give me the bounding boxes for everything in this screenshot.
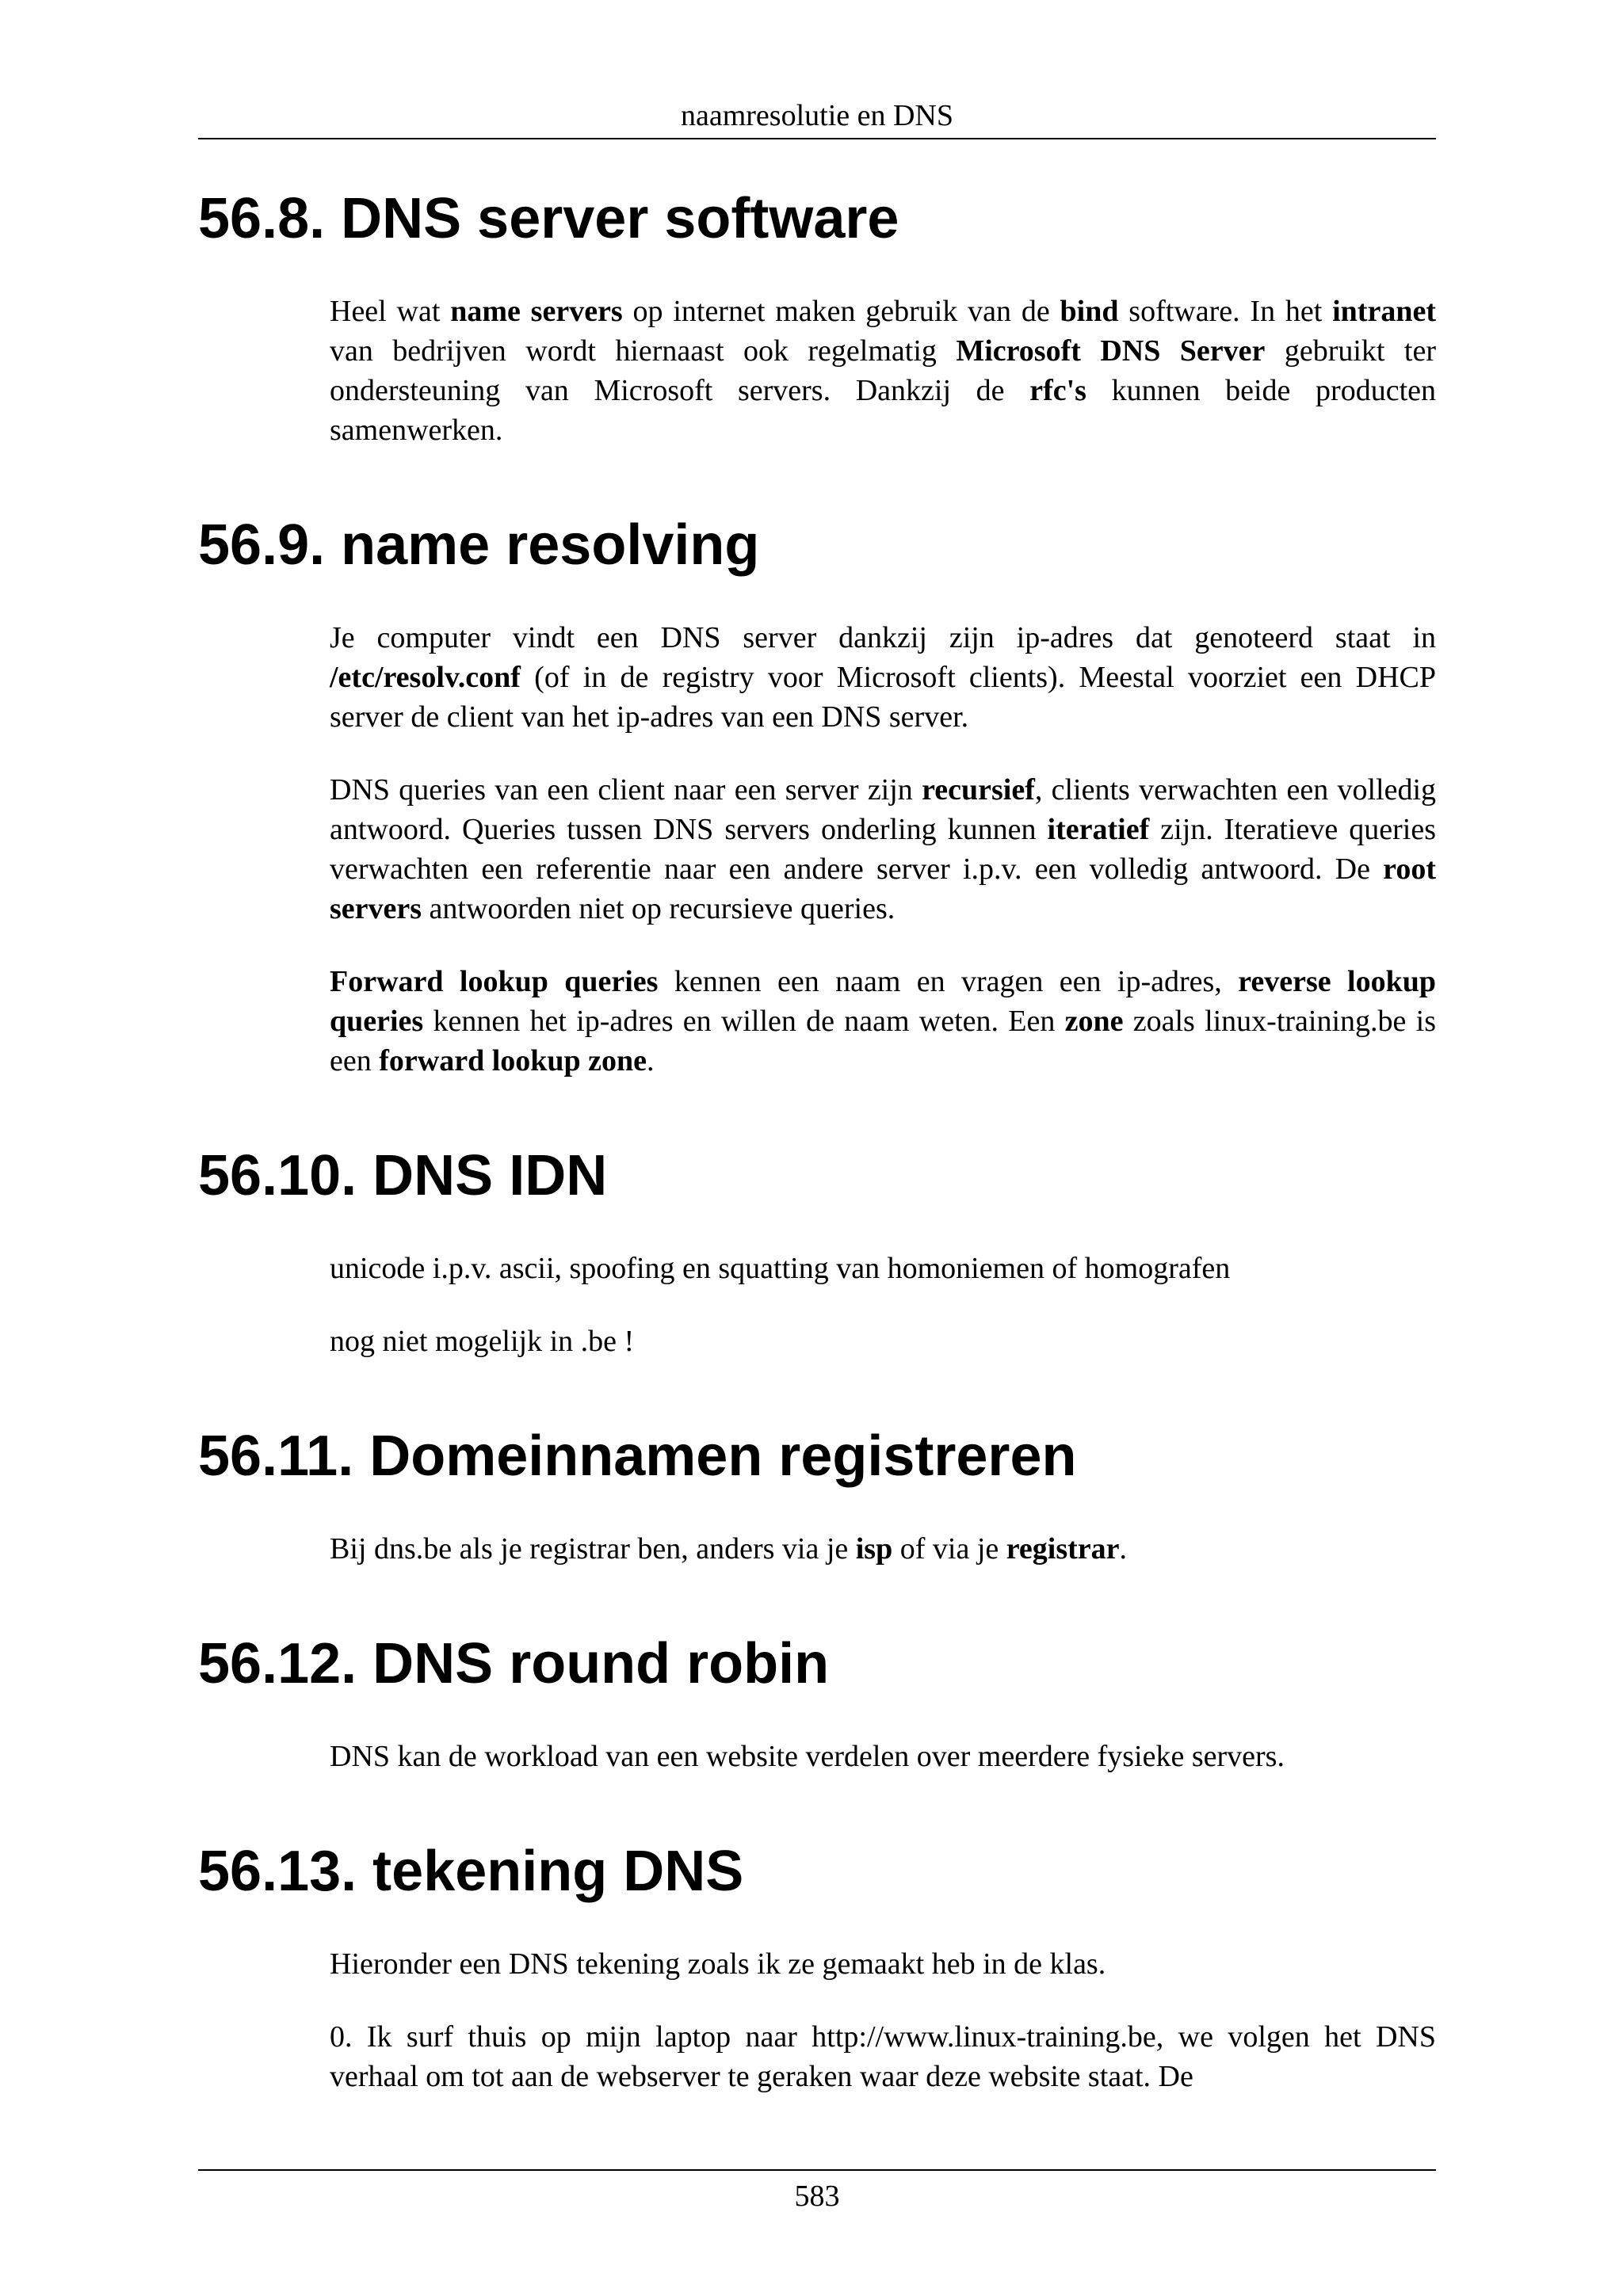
bold-term: forward lookup zone [379, 1044, 647, 1077]
bold-term: Microsoft DNS Server [956, 334, 1266, 368]
text-run: Heel wat [330, 295, 451, 328]
text-run: zoals linux-training.be is een [330, 1005, 1436, 1077]
text-run: zijn. Iteratieve queries verwachten een referentie naar een andere server i.p.v. een volledig antwoord. De [330, 813, 1436, 886]
paragraph [330, 962, 1436, 1081]
text-run: DNS queries van een client naar een server zijn [330, 773, 922, 807]
text-run: antwoorden niet op recursieve queries. [422, 892, 896, 925]
bold-term: reverse lookup queries [330, 965, 1436, 1038]
paragraph: Hieronder een DNS tekening zoals ik ze gemaakt heb in de klas. [330, 1947, 1106, 1981]
page-content [198, 184, 1436, 2157]
text-run: Bij dns.be als je registrar ben, anders via je [330, 1532, 856, 1566]
text-run: software. In het [1118, 295, 1333, 328]
text-run: gebruikt ter ondersteuning van Microsoft servers. Dankzij de [330, 334, 1437, 407]
running-header [198, 93, 1436, 139]
bold-term: bind [1060, 295, 1119, 328]
section-heading: 56.11. Domeinnamen registreren [198, 1425, 1077, 1488]
page-footer [198, 2169, 1436, 2218]
section-name-resolving [198, 510, 1436, 1081]
section-tekening-dns [198, 1836, 1436, 2096]
bold-term: /etc/resolv.conf [330, 661, 521, 694]
section-body [330, 1737, 1436, 1776]
section-body [330, 618, 1436, 1081]
section-heading: 56.8. DNS server software [198, 187, 899, 250]
section-heading: 56.10. DNS IDN [198, 1144, 608, 1207]
bold-term: rfc's [1029, 374, 1086, 407]
bold-term: zone [1064, 1005, 1124, 1038]
text-run: . [1119, 1532, 1128, 1566]
text-run: kunnen beide producten samenwerken. [330, 374, 1436, 447]
paragraph [330, 1529, 1436, 1569]
section-dns-round-robin [198, 1629, 1436, 1776]
paragraph: unicode i.p.v. ascii, spoofing en squatting van homoniemen of homografen [330, 1252, 1231, 1285]
text-run: , clients verwachten een volledig antwoord. Queries tussen DNS servers onderling kunnen [330, 773, 1437, 846]
section-dns-server-software [198, 184, 1436, 450]
page-number: 583 [794, 2180, 840, 2213]
bold-term: recursief [922, 773, 1035, 807]
text-run: kennen een naam en vragen een ip-adres, [658, 965, 1239, 998]
paragraph [330, 292, 1436, 450]
paragraph: nog niet mogelijk in .be ! [330, 1325, 635, 1358]
section-heading: 56.9. name resolving [198, 513, 760, 577]
paragraph: DNS kan de workload van een website verdelen over meerdere fysieke servers. [330, 1740, 1285, 1773]
bold-term: isp [855, 1532, 893, 1566]
section-domeinnamen-registreren [198, 1421, 1436, 1569]
paragraph [330, 618, 1436, 737]
bold-term: iteratief [1047, 813, 1150, 846]
section-body [330, 292, 1436, 450]
section-dns-idn [198, 1141, 1436, 1361]
text-run: (of in de registry voor Microsoft clients). Meestal voorziet een DHCP server de client van het ip-adres van een DNS server. [330, 661, 1436, 734]
paragraph [330, 770, 1436, 929]
section-body [330, 1249, 1436, 1361]
bold-term: name servers [450, 295, 623, 328]
text-run: of via je [892, 1532, 1006, 1566]
bold-term: Forward lookup queries [330, 965, 659, 998]
section-body [330, 1944, 1436, 2096]
bold-term: registrar [1006, 1532, 1120, 1566]
text-run: kennen het ip-adres en willen de naam weten. Een [423, 1005, 1065, 1038]
bold-term: intranet [1332, 295, 1436, 328]
bold-term: root servers [330, 852, 1436, 925]
section-heading: 56.12. DNS round robin [198, 1632, 830, 1695]
text-run: Je computer vindt een DNS server dankzij zijn ip-adres dat genoteerd staat in [330, 621, 1436, 654]
section-body [330, 1529, 1436, 1569]
section-heading: 56.13. tekening DNS [198, 1840, 744, 1903]
text-run: op internet maken gebruik van de [622, 295, 1060, 328]
running-title: naamresolutie en DNS [680, 99, 954, 132]
paragraph: 0. Ik surf thuis op mijn laptop naar http://www.linux-training.be, we volgen het DNS verhaal om tot aan de webserver te geraken waar deze website staat. De [330, 2020, 1436, 2093]
text-run: . [647, 1044, 655, 1077]
text-run: van bedrijven wordt hiernaast ook regelmatig [330, 334, 957, 368]
